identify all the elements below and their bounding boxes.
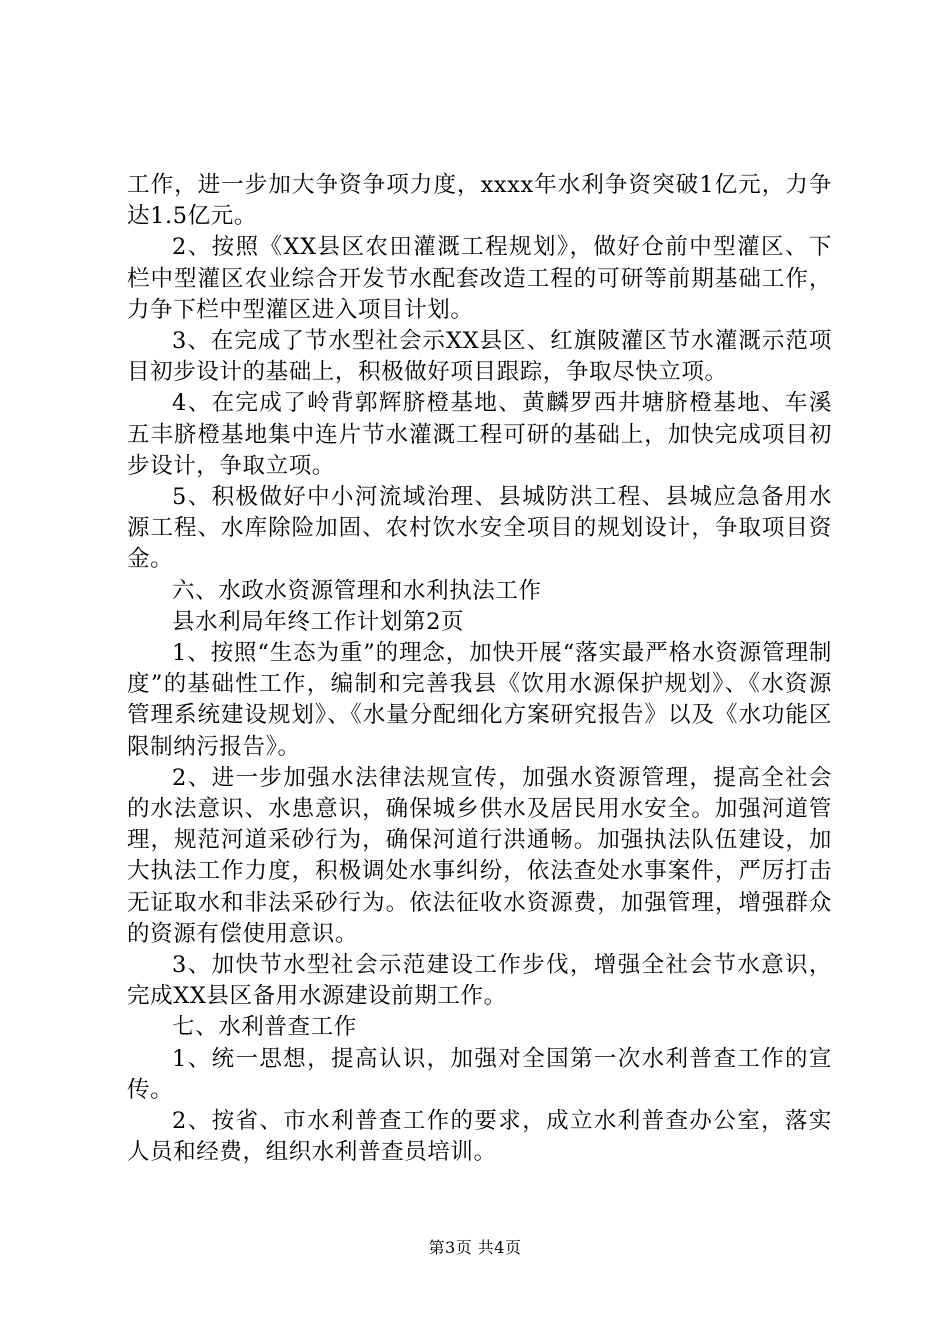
paragraph: 3、加快节水型社会示范建设工作步伐，增强全社会节水意识，完成XX县区备用水源建设前期工作。: [127, 952, 832, 1010]
paragraph: 5、积极做好中小河流域治理、县城防洪工程、县城应急备用水源工程、水库除险加固、农村饮水安全项目的规划设计，争取项目资金。: [127, 484, 832, 573]
section-heading: 七、水利普查工作: [172, 1014, 357, 1041]
page-reference-line: 县水利局年终工作计划第2页: [172, 608, 465, 635]
section-heading: 六、水政水资源管理和水利执法工作: [172, 577, 542, 604]
page-footer: [0, 1238, 950, 1258]
paragraph: 4、在完成了岭背郭辉脐橙基地、黄麟罗西井塘脐橙基地、车溪五丰脐橙基地集中连片节水灌溉工程可研的基础上，加快完成项目初步设计，争取立项。: [127, 390, 832, 479]
document-body: [127, 170, 832, 1169]
paragraph: 1、按照“生态为重”的理念，加快开展“落实最严格水资源管理制度”的基础性工作，编制和完善我县《饮用水源保护规划》、《水资源管理系统建设规划》、《水量分配细化方案研究报告》以及《水功能区限制纳污报告》。: [127, 640, 832, 760]
paragraph: 1、统一思想，提高认识，加强对全国第一次水利普查工作的宣传。: [127, 1045, 832, 1103]
paragraph: 3、在完成了节水型社会示XX县区、红旗陂灌区节水灌溉示范项目初步设计的基础上，积极做好项目跟踪，争取尽快立项。: [127, 328, 832, 386]
paragraph: 2、进一步加强水法律法规宣传，加强水资源管理，提高全社会的水法意识、水患意识，确保城乡供水及居民用水安全。加强河道管理，规范河道采砂行为，确保河道行洪通畅。加强执法队伍建设，加大执法工作力度，积极调处水事纠纷，依法查处水事案件，严厉打击无证取水和非法采砂行为。依法征收水资源费，加强管理，增强群众的资源有偿使用意识。: [127, 764, 832, 947]
paragraph: 2、按省、市水利普查工作的要求，成立水利普查办公室，落实人员和经费，组织水利普查员培训。: [127, 1108, 832, 1166]
page-number-label: 第3页 共4页: [428, 1238, 522, 1257]
paragraph: 2、按照《XX县区农田灌溉工程规划》，做好仓前中型灌区、下栏中型灌区农业综合开发节水配套改造工程的可研等前期基础工作，力争下栏中型灌区进入项目计划。: [127, 234, 832, 323]
paragraph: 工作，进一步加大争资争项力度，xxxx年水利争资突破1亿元，力争达1.5亿元。: [127, 172, 832, 230]
